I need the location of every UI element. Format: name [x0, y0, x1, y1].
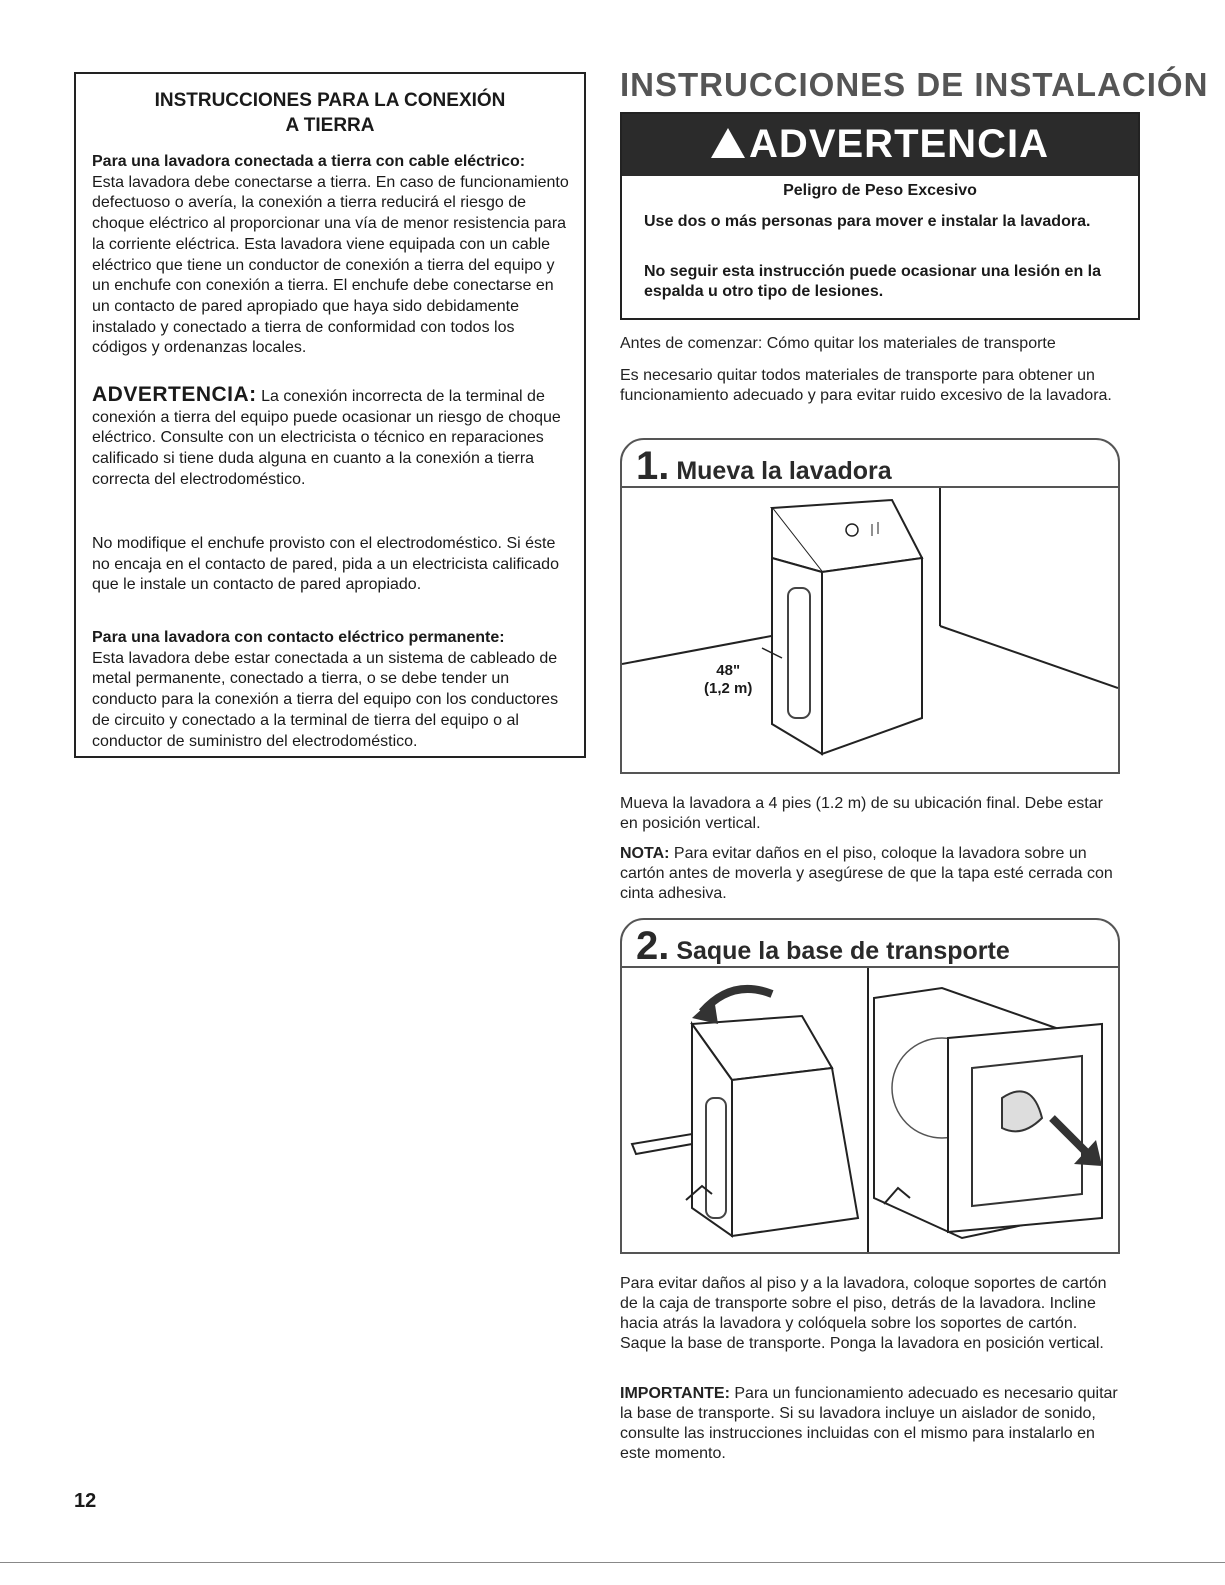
step1-dim-in: 48": [716, 662, 741, 679]
permanent-text: Esta lavadora debe estar conectada a un sistema de cableado de metal permanente, conectado a tierra, o se debe tender un conducto para la conexión a tierra del equipo con los conductores de circuito y conectado a la terminal de tierra del equipo o al conductor de suministro del electrodoméstico.: [92, 649, 559, 750]
warning-word: ADVERTENCIA:: [92, 383, 257, 406]
corded-heading: Para una lavadora conectada a tierra con cable eléctrico:: [92, 153, 526, 170]
step1-note-text: Para evitar daños en el piso, coloque la lavadora sobre un cartón antes de moverla y asegúrese de que la tapa esté cerrada con cinta adhesiva.: [620, 845, 1113, 902]
warning-line2: No seguir esta instrucción puede ocasionar una lesión en la espalda u otro tipo de lesiones.: [644, 263, 1102, 300]
step1-title: [636, 444, 892, 489]
permanent-section: [92, 628, 572, 752]
intro-body: Es necesario quitar todos materiales de transporte para obtener un funcionamiento adecuado y para evitar ruido excesivo de la lavadora.: [620, 367, 1112, 404]
step2-important: [620, 1384, 1120, 1464]
intro-before: Antes de comenzar: Cómo quitar los materiales de transporte: [620, 335, 1056, 352]
warning-triangle-icon: [711, 128, 745, 158]
grounding-instructions-box: [74, 72, 586, 758]
grounding-title-line2: A TIERRA: [285, 115, 375, 136]
step2-title: [636, 924, 1010, 969]
bottom-rule: [0, 1562, 1225, 1563]
step2-important-label: IMPORTANTE:: [620, 1385, 730, 1402]
step2-number: 2.: [636, 924, 670, 968]
step1-panel: [620, 438, 1120, 774]
warning-line1: Use dos o más personas para mover e instalar la lavadora.: [644, 213, 1091, 230]
grounding-title-line1: INSTRUCCIONES PARA LA CONEXIÓN: [154, 90, 506, 111]
warning-text: La conexión incorrecta de la terminal de conexión a tierra del equipo puede ocasionar un riesgo de choque eléctrico. Consulte con un electricista o técnico en reparaciones calificado si tiene duda alguna en cuanto a la conexión a tierra correcta del electrodoméstico.: [92, 388, 561, 488]
warning-header-text: ADVERTENCIA: [749, 122, 1049, 166]
step2-title-text: Saque la base de transporte: [676, 937, 1010, 965]
step2-illustration: [622, 968, 1118, 1252]
warning-header: [622, 114, 1138, 176]
corded-text: Esta lavadora debe conectarse a tierra. En caso de funcionamiento defectuoso o avería, la conexión a tierra reducirá el riesgo de choque eléctrico al proporcionar una vía de menor resistencia para la corriente eléctrica. Esta lavadora viene equipada con un cable eléctrico que tiene un conductor de conexión a tierra del equipo y un enchufe con conexión a tierra. El enchufe debe conectarse en un contacto de pared apropiado que haya sido debidamente instalado y conectado a tierra de conformidad con todos los códigos y ordenanzas locales.: [92, 173, 569, 357]
step2-panel: [620, 918, 1120, 1254]
corded-section: [92, 152, 572, 359]
step1-washer-illustration: [622, 488, 1118, 772]
permanent-heading: Para una lavadora con contacto eléctrico permanente:: [92, 629, 505, 646]
page-number: 12: [74, 1490, 97, 1512]
step1-note-label: NOTA:: [620, 845, 670, 862]
step1-note: [620, 844, 1120, 904]
step1-distance-label: [704, 662, 752, 698]
step1-title-text: Mueva la lavadora: [676, 457, 892, 485]
grounding-title: [76, 88, 584, 138]
step1-dim-m: (1,2 m): [704, 680, 753, 697]
warning-box: [620, 112, 1140, 320]
page-title: INSTRUCCIONES DE INSTALACIÓN: [620, 66, 1209, 103]
step2-important-text: Para un funcionamiento adecuado es necesario quitar la base de transporte. Si su lavadora incluye un aislador de sonido, consulte las instrucciones incluidas con el mismo para instalarlo en este momento.: [620, 1385, 1118, 1462]
step1-number: 1.: [636, 444, 670, 488]
modify-plug-text: No modifique el enchufe provisto con el electrodoméstico. Si éste no encaja en el contacto de pared, pida a un electricista calificado que le instale un contacto de pared apropiado.: [92, 535, 559, 594]
step1-caption: Mueva la lavadora a 4 pies (1.2 m) de su ubicación final. Debe estar en posición vertical.: [620, 795, 1103, 832]
warning-subtitle: Peligro de Peso Excesivo: [783, 182, 977, 199]
warning-paragraph: [92, 385, 572, 491]
step2-caption: Para evitar daños al piso y a la lavadora, coloque soportes de cartón de la caja de transporte sobre el piso, detrás de la lavadora. Incline hacia atrás la lavadora y colóquela sobre los soportes de cartón. Saque la base de transporte. Ponga la lavadora en posición vertical.: [620, 1275, 1107, 1352]
